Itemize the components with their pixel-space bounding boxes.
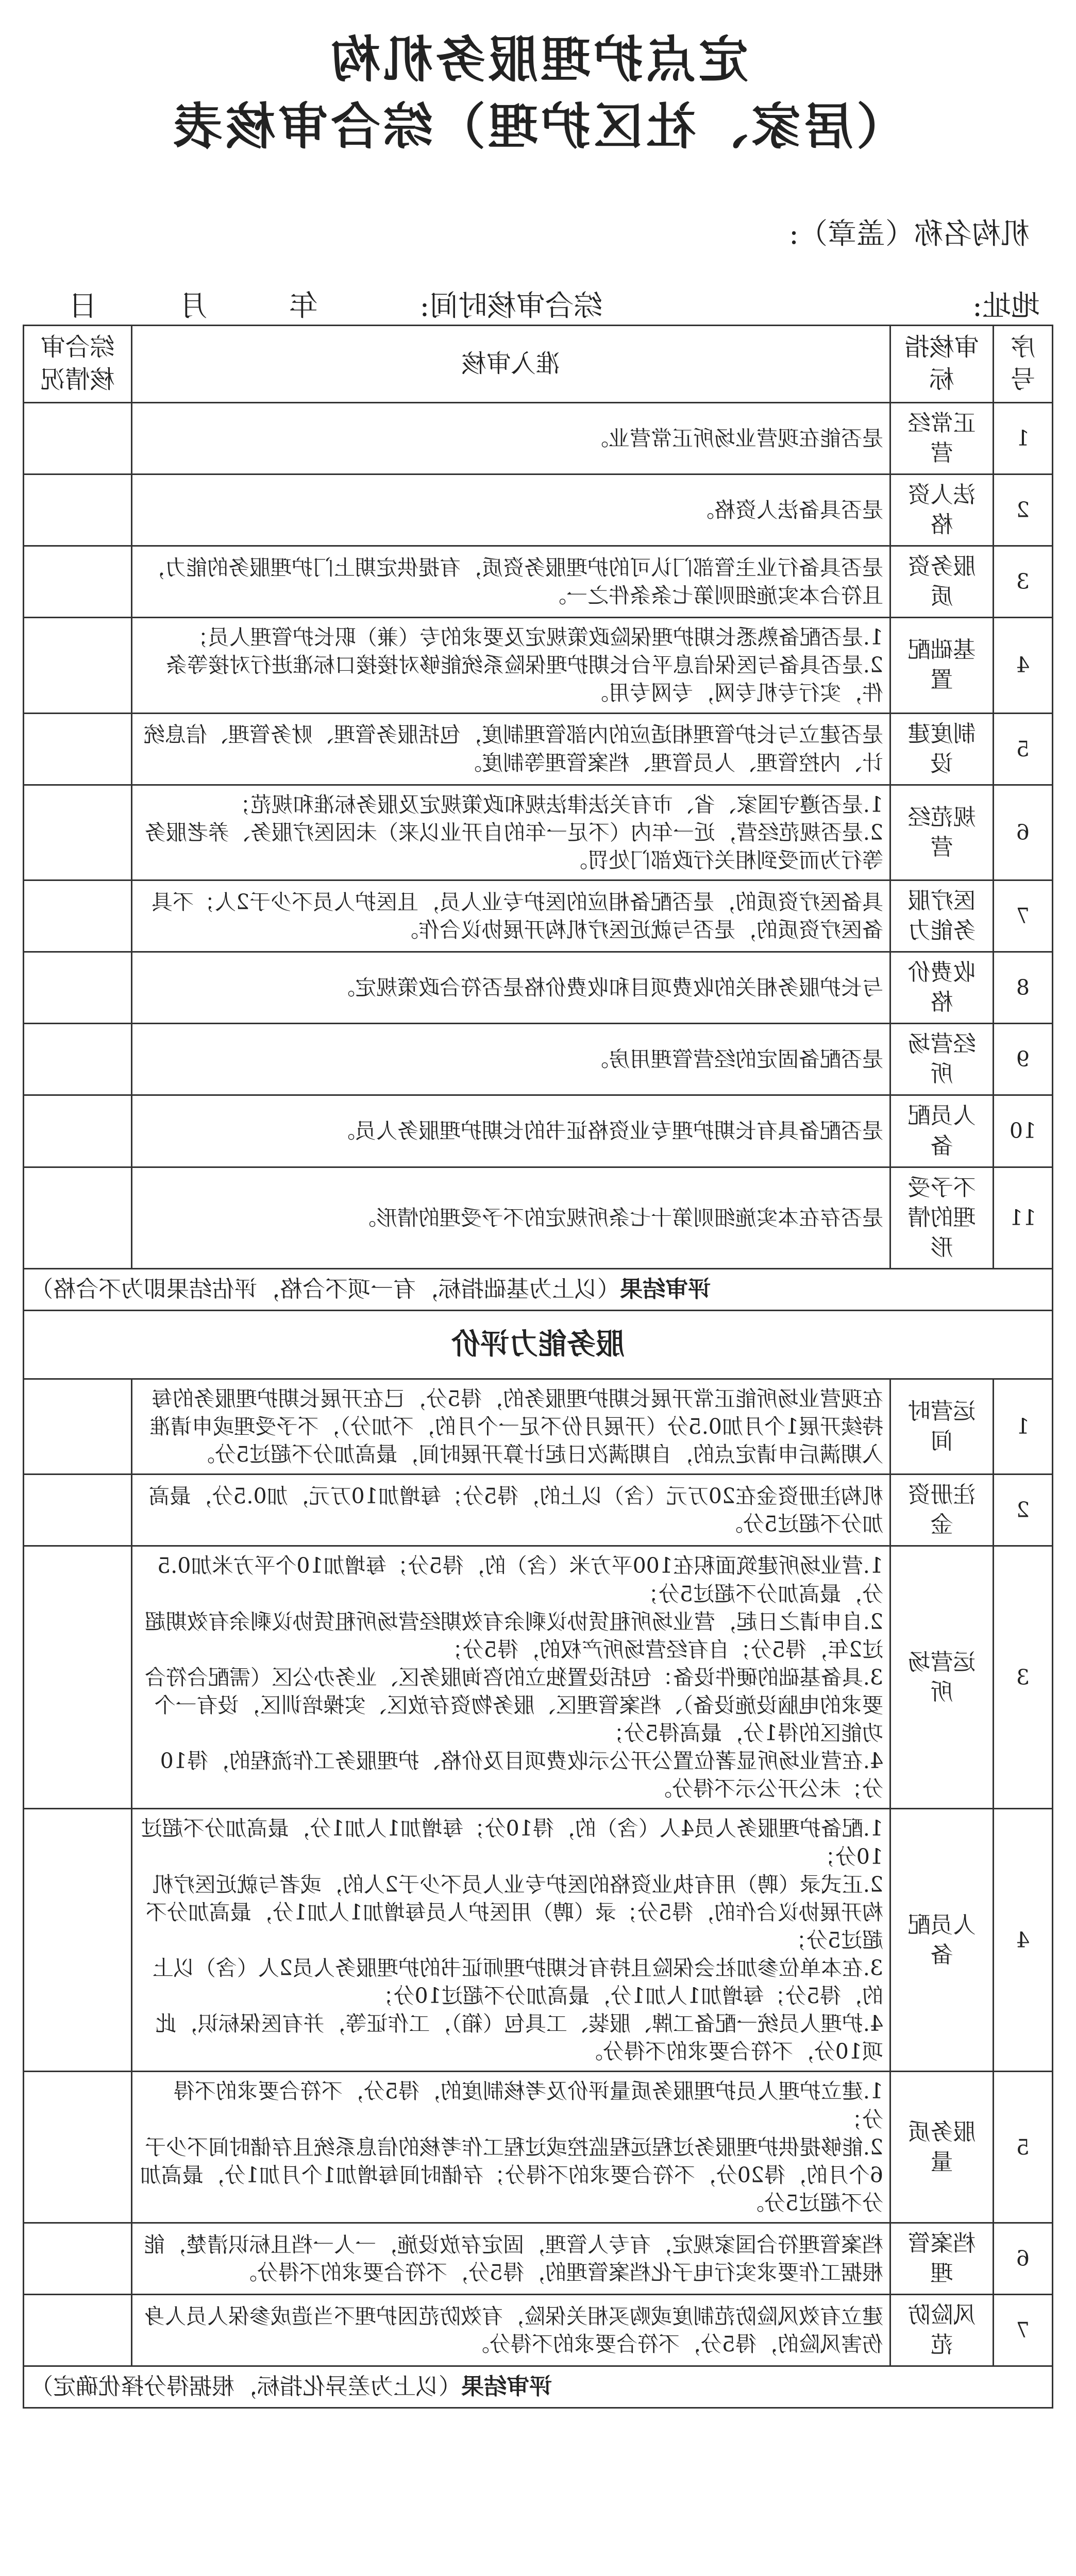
row-remark-cell[interactable] <box>24 1024 132 1095</box>
table-row <box>24 1024 1053 1095</box>
row-indicator-name: 经营场所 <box>890 1024 994 1095</box>
row-indicator-name: 不予受理的情形 <box>890 1167 994 1268</box>
row-content: 建立有效风险防范制度或购买相关保险，有效防范因护理不当造成参保人员人身伤害风险的，得5分，不符合要求的不得分。 <box>132 2295 890 2366</box>
row-indicator-name: 服务资质 <box>890 546 994 618</box>
row-content: 机构注册资金在20万元（含）以上的，得5分；每增加10万元，加0.5分，最高加分不超过5分。 <box>132 1475 890 1546</box>
row-indicator-name: 正常经营 <box>890 402 994 474</box>
row-content: 1.建立护理人员护理服务质量评价及考核制度的，得5分，不符合要求的不得分； 2.能够提供护理服务过程远程监控或过程工作考核的信息系统且存储时间不少于6个月的，得20分，不符合要求的不得分；存储时间每增加1个月加1分，最高加分不超过5分。 <box>132 2072 890 2223</box>
row-number: 2 <box>994 474 1053 546</box>
row-indicator-name: 运营场所 <box>890 1546 994 1809</box>
section-title-row <box>24 1310 1053 1379</box>
day-label: 日 <box>69 290 97 323</box>
row-indicator-name: 人员配备 <box>890 1809 994 2072</box>
row-content: 是否配备具有长期护理专业资格证书的长期护理服务人员。 <box>132 1095 890 1167</box>
row-indicator-name: 运营时间 <box>890 1379 994 1474</box>
header-content: 准入审核 <box>132 326 890 403</box>
table-row <box>24 1379 1053 1474</box>
table-row <box>24 402 1053 474</box>
row-number: 9 <box>994 1024 1053 1095</box>
basic-result-row <box>24 1268 1053 1310</box>
table-header-row <box>24 326 1053 403</box>
row-remark-cell[interactable] <box>24 1095 132 1167</box>
org-name-label: 机构名称（盖章）: <box>789 217 1030 251</box>
header-indicator: 审核指标 <box>890 326 994 403</box>
row-number: 4 <box>994 1809 1053 2072</box>
row-content: 具备医疗资质的，是否配备相应的医护专业人员，且医护人员不少于2人；不具备医疗资质的，是否与就近医疗机构开展协议合作。 <box>132 880 890 952</box>
row-number: 4 <box>994 618 1053 713</box>
table-row <box>24 1809 1053 2072</box>
row-remark-cell[interactable] <box>24 1546 132 1809</box>
row-number: 3 <box>994 1546 1053 1809</box>
review-time-label: 综合审核时间: <box>419 290 603 323</box>
row-remark-cell[interactable] <box>24 785 132 880</box>
table-row <box>24 2223 1053 2294</box>
row-remark-cell[interactable] <box>24 1809 132 2072</box>
row-indicator-name: 档案管理 <box>890 2223 994 2294</box>
year-label: 年 <box>289 290 318 323</box>
row-content: 与长护服务相关的收费项目和收费价格是否符合政策规定。 <box>132 952 890 1024</box>
month-label: 月 <box>178 290 208 323</box>
ability-result-cell <box>24 2366 1053 2408</box>
ability-result-row <box>24 2366 1053 2408</box>
row-content: 是否配备固定的经营管理用房。 <box>132 1024 890 1095</box>
table-row <box>24 618 1053 713</box>
page-title-line2: （居家、社区护理）综合审核表 <box>170 97 906 156</box>
row-remark-cell[interactable] <box>24 618 132 713</box>
table-row <box>24 1167 1053 1268</box>
basic-result-cell <box>24 1268 1053 1310</box>
table-row <box>24 546 1053 618</box>
row-indicator-name: 医疗服务能力 <box>890 880 994 952</box>
row-content: 1.营业场所建筑面积在100平方米（含）的，得5分；每增加10个平方米加0.5分，最高加分不超过5分； 2.自申请之日起，营业场所租赁协议剩余有效期经营场所租赁协议剩余有效期超过2年，得5分；自有经营场所产权的，得5分； 3.具备基础的硬件设备：包括设置独立的咨询服务区、业务办公区（需配合符合要求的电脑设施设备）、档案管理区、服务物资存放区、实操培训区，设有一个功能区的得1分，最高得5分； 4.在营业场所显著位置公开公示收费项目及价格、护理服务工作流程的，得10分；未公开公示不得分。 <box>132 1546 890 1809</box>
row-indicator-name: 人员配备 <box>890 1095 994 1167</box>
row-remark-cell[interactable] <box>24 1379 132 1474</box>
row-number: 2 <box>994 1475 1053 1546</box>
row-number: 11 <box>994 1167 1053 1268</box>
page-title-line1: 定点护理服务机构 <box>328 30 748 89</box>
ability-result-label: 评审结果 <box>461 2374 552 2400</box>
basic-result-label: 评审结果 <box>620 1276 711 1302</box>
row-content: 是否具备法人资格。 <box>132 474 890 546</box>
header-no: 序号 <box>994 326 1053 403</box>
ability-result-text: （以上为差异化指标，根据得分择优确定） <box>30 2374 461 2400</box>
row-remark-cell[interactable] <box>24 2223 132 2294</box>
row-remark-cell[interactable] <box>24 1167 132 1268</box>
row-remark-cell[interactable] <box>24 880 132 952</box>
table-row <box>24 1095 1053 1167</box>
row-number: 1 <box>994 1379 1053 1474</box>
header-remark: 综合审核情况 <box>24 326 132 403</box>
table-row <box>24 2295 1053 2366</box>
table-row <box>24 880 1053 952</box>
row-number: 3 <box>994 546 1053 618</box>
table-row <box>24 1475 1053 1546</box>
row-remark-cell[interactable] <box>24 474 132 546</box>
row-number: 1 <box>994 402 1053 474</box>
row-remark-cell[interactable] <box>24 952 132 1024</box>
basic-result-text: （以上为基础指标，有一项不合格，评估结果即为不合格） <box>30 1276 620 1302</box>
row-number: 6 <box>994 2223 1053 2294</box>
row-number: 8 <box>994 952 1053 1024</box>
basic-indicator-rows <box>24 402 1053 1268</box>
row-indicator-name: 收费价格 <box>890 952 994 1024</box>
row-remark-cell[interactable] <box>24 713 132 785</box>
row-content: 是否具备行业主管部门认可的护理服务资质，有提供定期上门护理服务的能力，且符合本实施细则第七条条件之一。 <box>132 546 890 618</box>
row-remark-cell[interactable] <box>24 1475 132 1546</box>
table-row <box>24 474 1053 546</box>
table-row <box>24 952 1053 1024</box>
table-row <box>24 2072 1053 2223</box>
review-table <box>23 325 1053 2409</box>
address-label: 地址: <box>972 290 1040 323</box>
row-number: 5 <box>994 2072 1053 2223</box>
ability-indicator-rows <box>24 1379 1053 2366</box>
row-remark-cell[interactable] <box>24 2295 132 2366</box>
row-indicator-name: 制度建设 <box>890 713 994 785</box>
row-content: 1.是否遵守国家、省、市有关法律法规和政策规定及服务标准和规范； 2.是否规范经营，近一年内（不足一年的自开业以来）未因医疗服务、养老服务等行为而受到相关行政部门处罚。 <box>132 785 890 880</box>
row-indicator-name: 风险防范 <box>890 2295 994 2366</box>
row-remark-cell[interactable] <box>24 402 132 474</box>
row-content: 是否存在本实施细则第十七条所规定的不予受理的情形。 <box>132 1167 890 1268</box>
row-indicator-name: 服务质量 <box>890 2072 994 2223</box>
section-title: 服务能力评价 <box>24 1310 1053 1379</box>
row-indicator-name: 法人资格 <box>890 474 994 546</box>
row-content: 1.是否配备熟悉长期护理保险政策规定及要求的专（兼）职长护管理人员； 2.是否具备与医保信息平台长期护理保险系统能够对接接口标准进行对接等条件，实行专机专网，专网专用。 <box>132 618 890 713</box>
table-row <box>24 713 1053 785</box>
row-indicator-name: 规范经营 <box>890 785 994 880</box>
row-remark-cell[interactable] <box>24 2072 132 2223</box>
row-number: 6 <box>994 785 1053 880</box>
row-content: 是否能在现营业场所正常营业。 <box>132 402 890 474</box>
row-number: 10 <box>994 1095 1053 1167</box>
row-number: 7 <box>994 2295 1053 2366</box>
address-and-date-line <box>38 283 1040 325</box>
row-indicator-name: 注册资金 <box>890 1475 994 1546</box>
row-indicator-name: 基础配置 <box>890 618 994 713</box>
table-row <box>24 785 1053 880</box>
row-remark-cell[interactable] <box>24 546 132 618</box>
row-content: 档案管理符合国家规定，有专人管理，固定存放设施，一人一档且标识清楚，能根据工作要求实行电子化档案管理的，得5分，不符合要求的不得分。 <box>132 2223 890 2294</box>
row-number: 7 <box>994 880 1053 952</box>
table-row <box>24 1546 1053 1809</box>
row-content: 是否建立与长护管理相适应的内部管理制度，包括服务管理、财务管理、信息统计、内控管理、人员管理、档案管理等制度。 <box>132 713 890 785</box>
row-number: 5 <box>994 713 1053 785</box>
row-content: 在现营业场所能正常开展长期护理服务的，得5分，已在开展长期护理服务的每持续开展1个月加0.5分（开展月份不足一个月的，不加分），不予受理或申请准入期满后申请定点的，自期满次日起计算开展时间，最高加分不超过5分。 <box>132 1379 890 1474</box>
row-content: 1.配备护理服务人员4人（含）的，得10分；每增加1人加1分，最高加分不超过10分； 2.正式录（聘）用有执业资格的医护专业人员不少于2人的，或者与就近医疗机构开展协议合作的，得5分；录（聘）用医护人员每增加1人加1分，最高加分不超过5分； 3.在本单位参加社会保险且持有长期护理师证书的护理服务人员2人（含）以上的，得5分；每增加1人加1分，最高加分不超过10分； 4.护理人员统一配备工牌、服装、工具包（箱），工作证等，并有医保标识，此项10分，不符合要求的不得分。 <box>132 1809 890 2072</box>
